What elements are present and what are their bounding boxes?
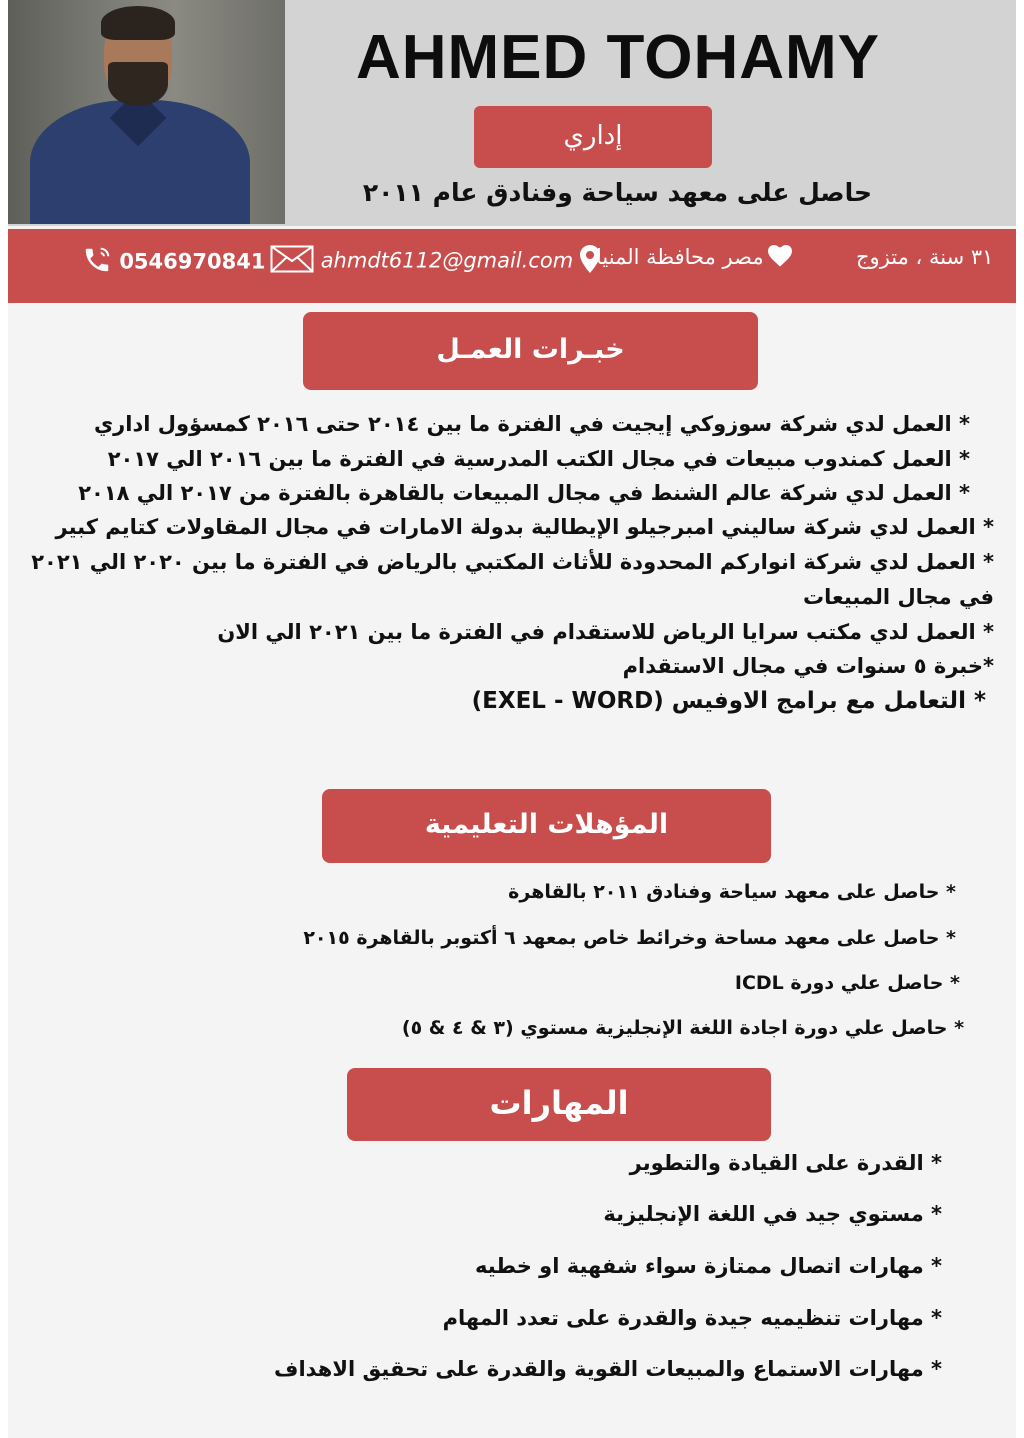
section-header-skills — [347, 1068, 771, 1141]
email-icon — [270, 245, 314, 278]
location-text: مصر محافظة المنيا — [596, 245, 764, 269]
skills-title: المهارات — [489, 1084, 629, 1122]
resume-page — [8, 0, 1016, 1438]
experience-title: خبـرات العمـل — [436, 334, 625, 365]
list-item: * العمل لدي شركة انواركم المحدودة للأثاث المكتبي بالرياض في الفترة ما بين ٢٠٢٠ الي ٢٠٢١ — [31, 550, 994, 574]
section-header-experience — [303, 312, 758, 390]
job-title: إداري — [563, 121, 623, 151]
contact-bar — [8, 229, 1016, 303]
list-item: *خبرة ٥ سنوات في مجال الاستقدام — [622, 654, 994, 678]
education-title: المؤهلات التعليمية — [424, 809, 669, 840]
profile-photo — [8, 0, 285, 224]
list-item: * العمل كمندوب مبيعات في مجال الكتب المدرسية في الفترة ما بين ٢٠١٦ الي ٢٠١٧ — [107, 447, 970, 471]
phone-contact[interactable] — [82, 245, 265, 280]
list-item: * القدرة على القيادة والتطوير — [629, 1151, 942, 1175]
list-item: في مجال المبيعات — [802, 585, 994, 609]
candidate-name: AHMED TOHAMY — [355, 23, 881, 92]
list-item: * حاصل علي دورة ICDL — [734, 972, 960, 994]
list-item: * حاصل علي دورة اجادة اللغة الإنجليزية مستوي (٣ & ٤ & ٥) — [401, 1017, 964, 1039]
job-title-badge — [474, 106, 712, 168]
email-contact[interactable] — [270, 245, 600, 278]
phone-icon — [82, 245, 112, 280]
degree-summary: حاصل على معهد سياحة وفنادق عام ٢٠١١ — [362, 178, 872, 207]
phone-number: 0546970841 — [119, 249, 266, 274]
list-item: * حاصل على معهد مساحة وخرائط خاص بمعهد ٦ أكتوبر بالقاهرة ٢٠١٥ — [303, 927, 956, 949]
list-item: * العمل لدي مكتب سرايا الرياض للاستقدام في الفترة ما بين ٢٠٢١ الي الان — [217, 620, 994, 644]
list-item: * العمل لدي شركة ساليني امبرجيلو الإيطالية بدولة الامارات في مجال المقاولات كتايم كبير — [55, 515, 994, 539]
list-item: * العمل لدي شركة عالم الشنط في مجال المبيعات بالقاهرة بالفترة من ٢٠١٧ الي ٢٠١٨ — [78, 481, 970, 505]
list-item: * التعامل مع برامج الاوفيس (EXEL - WORD) — [471, 688, 986, 714]
list-item: * العمل لدي شركة سوزوكي إيجيت في الفترة ما بين ٢٠١٤ حتى ٢٠١٦ كمسؤول اداري — [93, 412, 970, 436]
list-item: * مهارات الاستماع والمبيعات القوية والقدرة على تحقيق الاهداف — [274, 1357, 942, 1381]
section-header-education — [322, 789, 771, 863]
heart-icon — [768, 245, 792, 272]
list-item: * مستوي جيد في اللغة الإنجليزية — [603, 1202, 942, 1226]
list-item: * مهارات اتصال ممتازة سواء شفهية او خطيه — [474, 1254, 942, 1278]
list-item: * حاصل على معهد سياحة وفنادق ٢٠١١ بالقاهرة — [508, 881, 956, 903]
age-marital-status: ٣١ سنة ، متزوج — [856, 245, 994, 269]
header — [8, 0, 1016, 226]
list-item: * مهارات تنظيميه جيدة والقدرة على تعدد المهام — [442, 1306, 942, 1330]
email-address: ahmdt6112@gmail.com — [320, 248, 574, 273]
heart-icon-wrap — [768, 245, 792, 272]
